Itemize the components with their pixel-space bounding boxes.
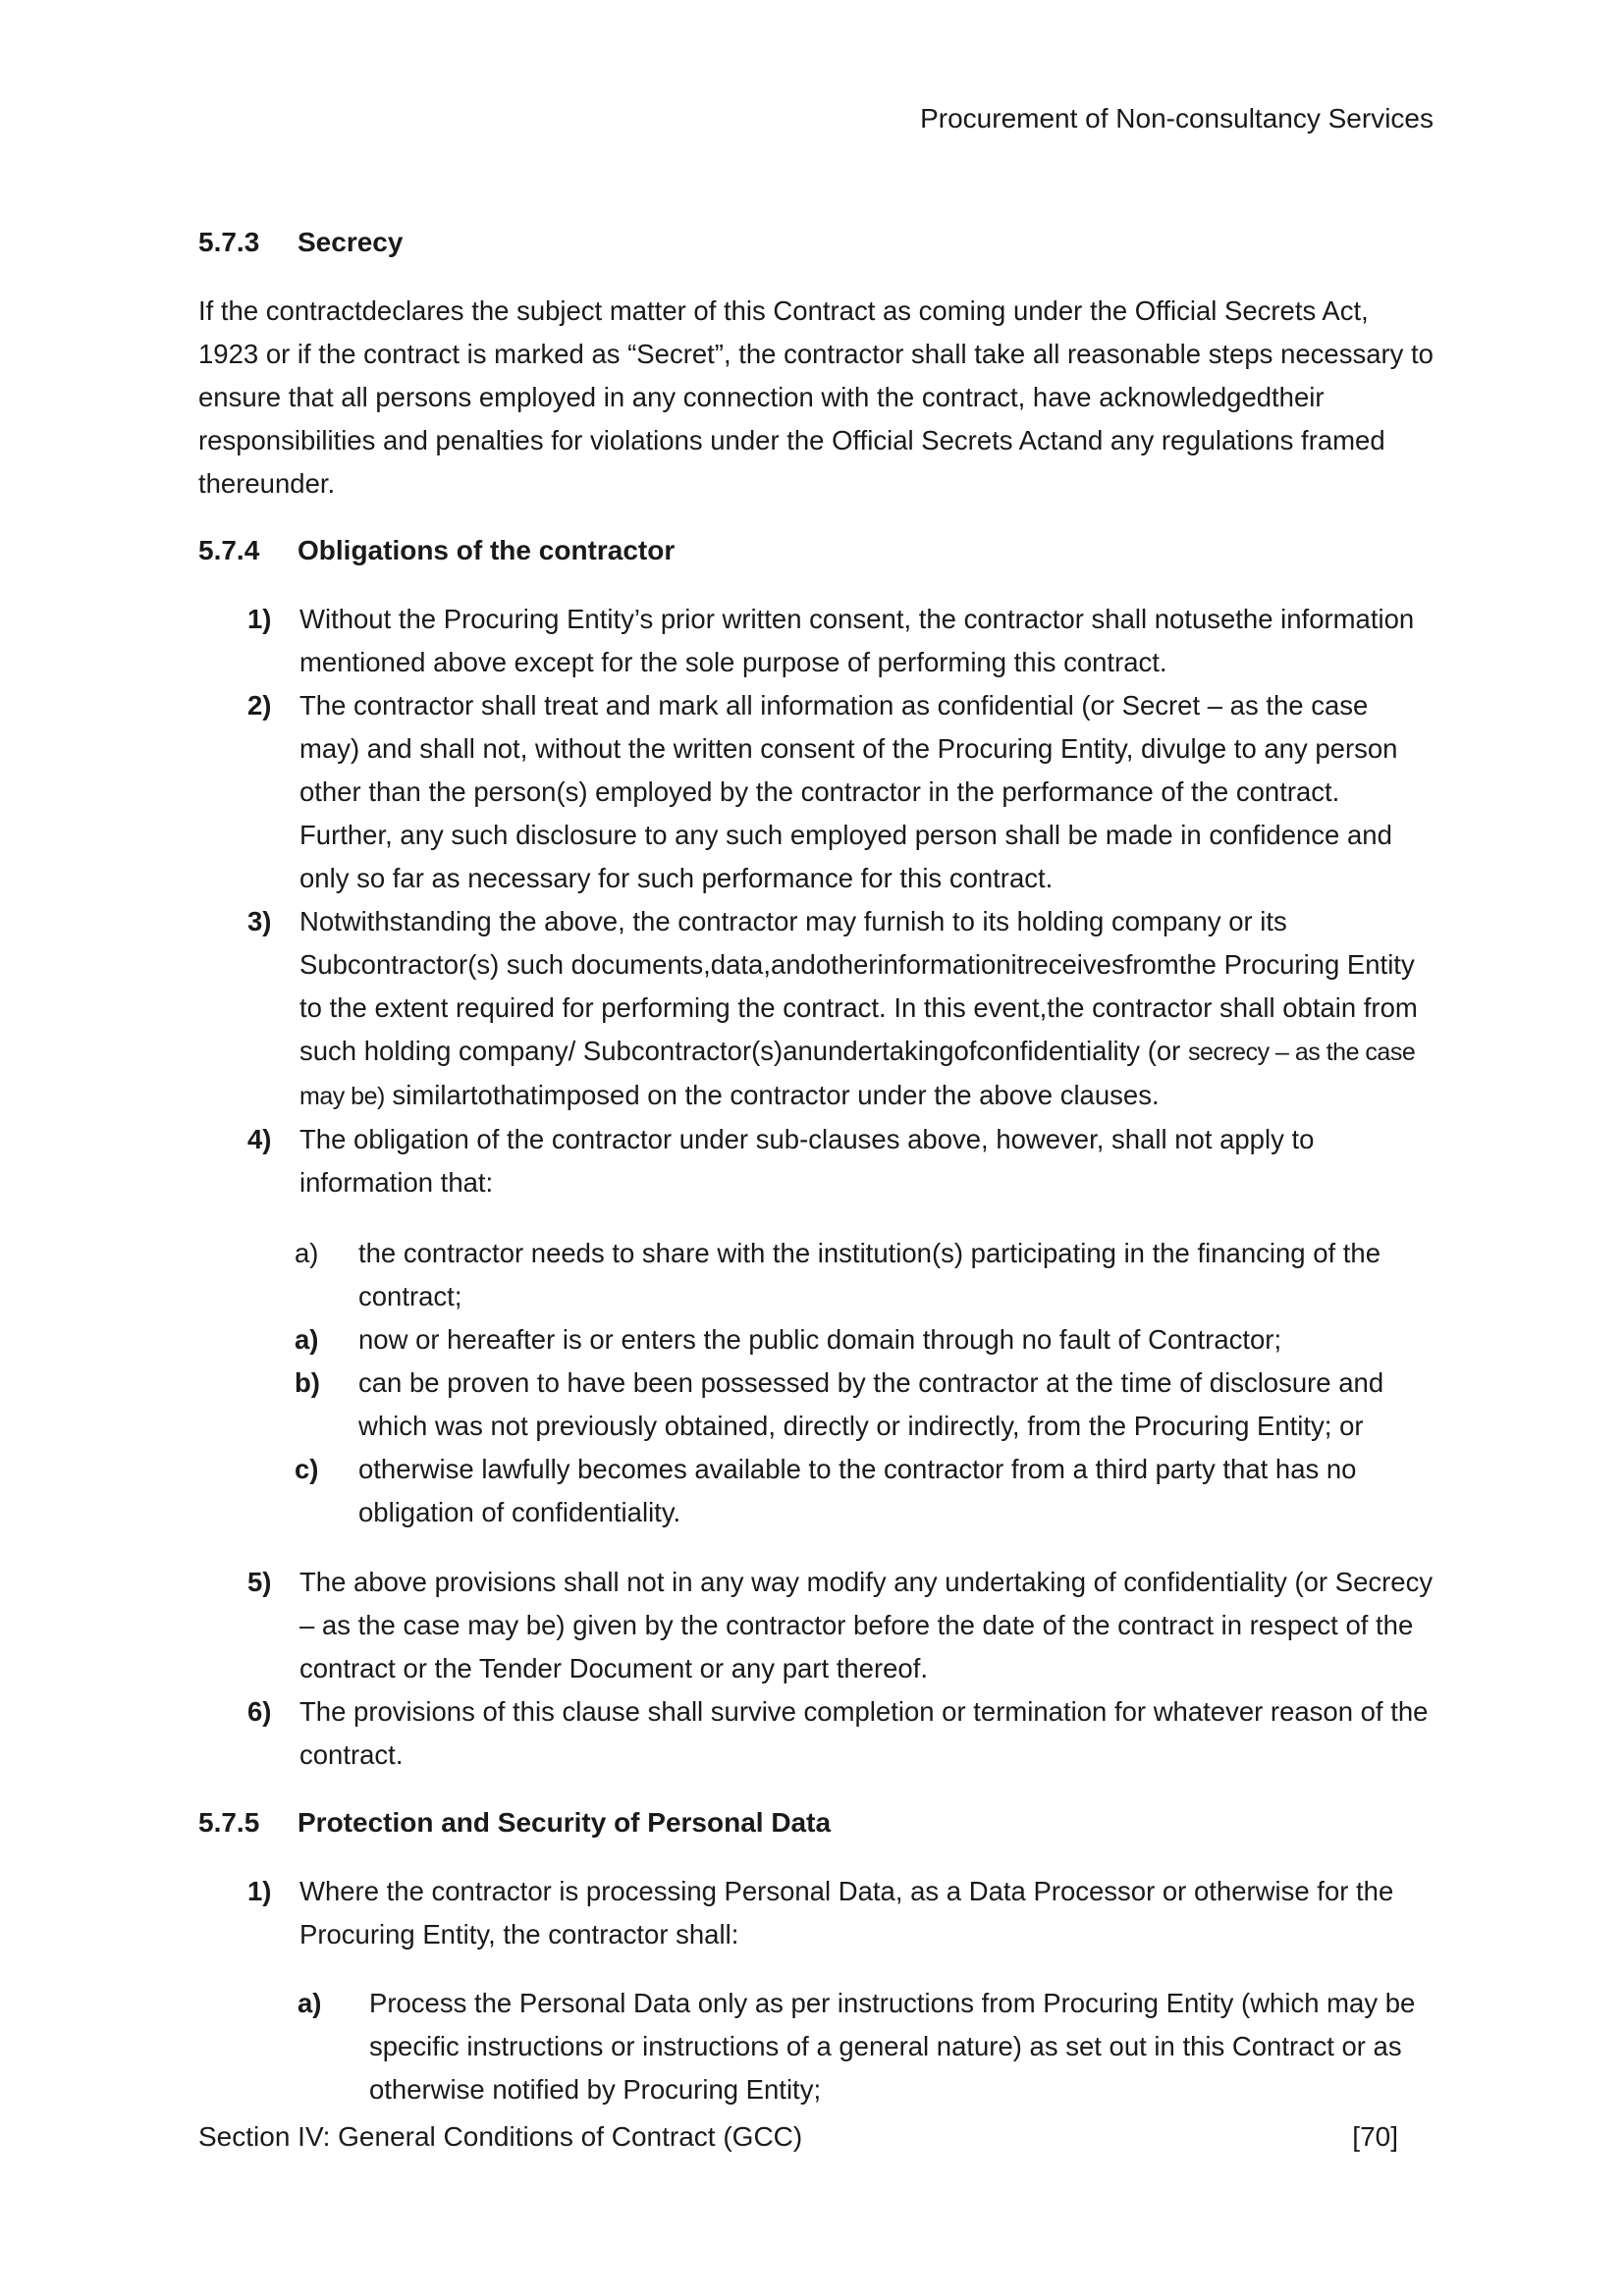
sublist-item [198, 1448, 1434, 1534]
sublist-item [198, 1232, 1434, 1318]
lettered-sublist [198, 1232, 1434, 1534]
section-heading-575 [198, 1801, 1434, 1844]
item-text-part: Notwithstanding the above, the contractor may furnish to its holding company or its Subcontractor(s) such documents,data,andotherinformationitreceivesfromthe Procuring Entity to the extent required for performing the contract. In this event,the contractor shall obtain from such holding company/ Subcontractor(s)anundertakingofconfidentiality (or [299, 906, 1418, 1066]
list-item [198, 598, 1434, 684]
section-title: Protection and Security of Personal Data [298, 1807, 832, 1838]
page-content [198, 0, 1434, 2111]
subitem-marker: a) [295, 1238, 319, 1268]
section-body-paragraph: If the contractdeclares the subject matter of this Contract as coming under the Official Secrets Act, 1923 or if the contract is marked as “Secret”, the contractor shall take all reasonable steps necessary to ensure that all persons employed in any connection with the contract, have acknowledgedtheir responsibilities and penalties for violations under the Official Secrets Actand any regulations framed thereunder. [198, 295, 1434, 499]
section-number: 5.7.4 [198, 535, 260, 565]
item-text [299, 906, 1418, 1110]
subitem-text: can be proven to have been possessed by the contractor at the time of disclosure and which was not previously obtained, directly or indirectly, from the Procuring Entity; or [358, 1367, 1384, 1441]
subitem-marker: c) [295, 1454, 319, 1484]
header-title: Procurement of Non-consultancy Services [920, 103, 1434, 133]
section-heading-573 [198, 221, 1434, 264]
section-heading-574 [198, 529, 1434, 572]
list-item [198, 1561, 1434, 1690]
item-text: The above provisions shall not in any way modify any undertaking of confidentiality (or Secrecy – as the case may be) given by the contractor before the date of the contract in respect of the contract or the Tender Document or any part thereof. [299, 1567, 1434, 1683]
list-item [198, 1118, 1434, 1204]
item-marker: 2) [247, 690, 272, 721]
item-marker: 6) [247, 1696, 272, 1727]
subitem-text: the contractor needs to share with the institution(s) participating in the financing of the contract; [358, 1238, 1381, 1311]
item-marker: 5) [247, 1567, 272, 1597]
subitem-marker: a) [295, 1324, 319, 1355]
item-text: The contractor shall treat and mark all information as confidential (or Secret – as the case may) and shall not, without the written consent of the Procuring Entity, divulge to any person other than the person(s) employed by the contractor in the performance of the contract. Further, any such disclosure to any such employed person shall be made in confidence and only so far as necessary for such performance for this contract. [299, 690, 1398, 893]
item-marker: 4) [247, 1124, 272, 1154]
section-title: Obligations of the contractor [298, 535, 676, 565]
list-item [198, 1870, 1434, 1956]
subitem-text: Process the Personal Data only as per instructions from Procuring Entity (which may be specific instructions or instructions of a general nature) as set out in this Contract or as otherwise notified by Procuring Entity; [369, 1988, 1416, 2105]
subitem-marker: b) [295, 1367, 320, 1398]
list-item [198, 684, 1434, 900]
item-marker: 3) [247, 906, 272, 936]
item-text-condensed: secrecy – as the case may be) [299, 1039, 1416, 1110]
lettered-sublist [198, 1982, 1434, 2111]
item-text-part: similartothatimposed on the contractor under the above clauses. [384, 1080, 1160, 1110]
item-marker: 1) [247, 604, 272, 634]
item-text: Where the contractor is processing Personal Data, as a Data Processor or otherwise for the Procuring Entity, the contractor shall: [299, 1876, 1394, 1949]
list-item [198, 1690, 1434, 1777]
item-text: Without the Procuring Entity’s prior written consent, the contractor shall notusethe information mentioned above except for the sole purpose of performing this contract. [299, 604, 1415, 677]
page-header [198, 0, 1434, 140]
sublist-item [198, 1362, 1434, 1448]
numbered-list [198, 598, 1434, 1777]
section-number: 5.7.5 [198, 1807, 260, 1838]
item-text: The obligation of the contractor under sub-clauses above, however, shall not apply to information that: [299, 1124, 1315, 1198]
list-item [198, 900, 1434, 1118]
item-text: The provisions of this clause shall survive completion or termination for whatever reason of the contract. [299, 1696, 1429, 1770]
section-title: Secrecy [298, 227, 404, 257]
sublist-item [198, 1982, 1434, 2111]
subitem-text: now or hereafter is or enters the public domain through no fault of Contractor; [358, 1324, 1282, 1355]
footer-section-label: Section IV: General Conditions of Contract (GCC) [198, 2121, 803, 2152]
sublist-item [198, 1318, 1434, 1362]
subitem-marker: a) [298, 1988, 322, 2018]
subitem-text: otherwise lawfully becomes available to the contractor from a third party that has no obligation of confidentiality. [358, 1454, 1357, 1527]
item-marker: 1) [247, 1876, 272, 1906]
section-number: 5.7.3 [198, 227, 260, 257]
page-footer [198, 2115, 1434, 2159]
page-number: [70] [1352, 2121, 1398, 2152]
numbered-list [198, 1870, 1434, 2111]
